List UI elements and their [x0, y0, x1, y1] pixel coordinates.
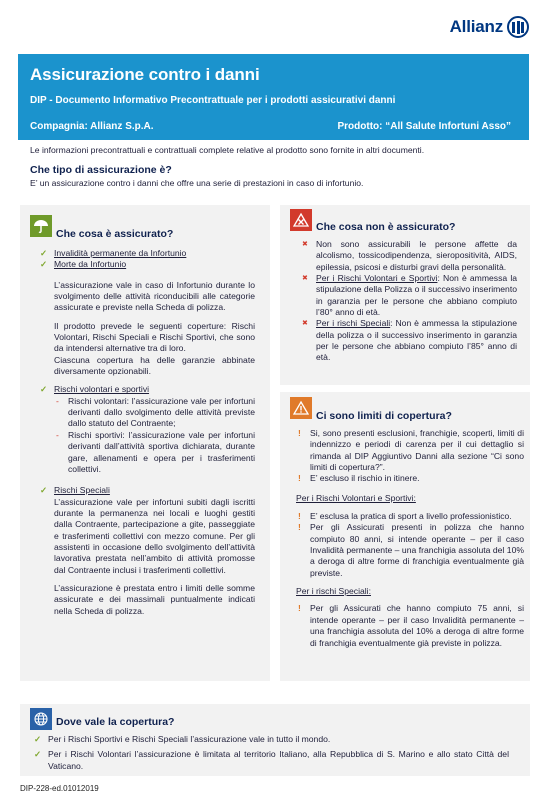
limits-item: ! E’ esclusa la pratica di sport a livello professionistico. [296, 511, 524, 522]
intro-section [30, 145, 530, 190]
cross-icon [290, 209, 312, 231]
limits-item: ! Si, sono presenti esclusioni, franchigie, scoperti, limiti di indennizzo e periodi di carenza per il cui dettaglio si rimanda al DIP Aggiuntivo Danni alla sezione “Ci sono limiti di copertura?”. [296, 428, 524, 473]
header-banner [18, 54, 529, 140]
not-covered-item: ✖ Non sono assicurabili le persone affette da alcolismo, tossicodipendenza, sieropositività, AIDS, epilessia, psicosi e disturbi gravi della personalità. [302, 239, 517, 273]
insurance-type-heading: Che tipo di assicurazione è? [30, 164, 172, 177]
where-box [20, 704, 530, 776]
covered-p2: Il prodotto prevede le seguenti coperture: Rischi Volontari, Rischi Speciali e Rischi Sportivi, che sono da intendersi alternative tra di loro. [54, 320, 255, 354]
warning-icon [290, 397, 312, 419]
covered-p1: L’assicurazione vale in caso di Infortunio durante lo svolgimento delle attività riconducibili alle categorie assicurate e previste nella Scheda di polizza. [54, 279, 255, 313]
special-risks-title: ✓ Rischi Speciali [40, 485, 255, 496]
not-covered-label: Per i rischi Speciali [316, 318, 391, 329]
insurance-type-text: E’ un assicurazione contro i danni che offre una serie di prestazioni in caso di infortunio. [30, 178, 364, 189]
not-covered-title: Che cosa non è assicurato? [316, 221, 456, 233]
brand-name: Allianz [449, 17, 503, 36]
allianz-eagle-icon [507, 16, 529, 38]
product-label: Prodotto: “All Salute Infortuni Asso” [337, 121, 511, 132]
special-risks-heading: Per i rischi Speciali: [296, 586, 371, 597]
not-covered-text: : Non è ammessa la stipulazione della polizza o il successivo inserimento in garanzia per le persone che abbiano compiuto l’85° anno di età. [316, 318, 517, 363]
voluntary-sports-heading: Per i Rischi Volontari e Sportivi: [296, 492, 416, 503]
limits-title: Ci sono limiti di copertura? [316, 410, 452, 422]
page-title: Assicurazione contro i danni [30, 65, 260, 84]
not-covered-box [280, 205, 530, 385]
page-subtitle: DIP - Documento Informativo Precontrattuale per i prodotti assicurativi danni [30, 95, 396, 106]
covered-final: L’assicurazione è prestata entro i limiti delle somme assicurate e dei massimali puntualmente indicati nella Scheda di polizza. [54, 582, 255, 616]
voluntary-risk-item: - Rischi volontari: l’assicurazione vale per infortuni derivanti dallo svolgimento delle attività previste dallo statuto del Contraente; [54, 396, 255, 430]
where-item: ✓ Per i Rischi Sportivi e Rischi Speciali l’assicurazione vale in tutto il mondo. [34, 734, 509, 745]
limits-item: ! Per gli Assicurati presenti in polizza che hanno compiuto 80 anni, si intende operante – per il caso Invalidità permanente – una franchigia assoluta del 10% a deroga di altre forme di franchigia eventualmente già previste. [296, 522, 524, 579]
not-covered-item [302, 318, 517, 363]
umbrella-icon [30, 215, 52, 237]
not-covered-label: Per i Rischi Volontari e Sportivi [316, 273, 438, 284]
allianz-logo [450, 16, 529, 38]
not-covered-text: : Non è ammessa la stipulazione della Polizza o il successivo inserimento in garanzia per le persone che abbiano compiuto l’80° anno di età. [316, 273, 518, 318]
globe-icon [30, 708, 52, 730]
limits-item: ! E’ escluso il rischio in itinere. [296, 473, 524, 484]
limits-box [280, 392, 530, 681]
not-covered-item [302, 273, 517, 318]
document-code: DIP-228-ed.01012019 [20, 784, 99, 793]
limits-item: ! Per gli Assicurati che hanno compiuto 75 anni, si intende operante – per il caso Invalidità permanente – una franchigia assoluta del 10% a deroga di altre forme di franchigia eventualmente già previste in polizza. [296, 603, 524, 648]
company-label: Compagnia: Allianz S.p.A. [30, 121, 154, 132]
voluntary-sports-title: ✓ Rischi volontari e sportivi [40, 384, 255, 395]
covered-item: ✓ Invalidità permanente da Infortunio [40, 248, 255, 259]
covered-item: ✓ Morte da Infortunio [40, 259, 255, 270]
sports-risk-item: - Rischi sportivi: l’assicurazione vale per infortuni derivanti dall’attività sportiva dichiarata, durante gare, allenamenti e opera per i trasferimenti collettivi. [54, 430, 255, 475]
special-risks-text: L’assicurazione vale per infortuni subiti dagli iscritti durante la permanenza nei locali e luoghi gestiti dalla Contraente, partecipazione a gite, passeggiate e trasferimenti collettivi con mezzo comune. Per gli assistenti in occasione dello svolgimento dell’attività lavorativa prestata nell’ambito di attività promosse dal Contraente inclusi i trasferimenti collettivi. [54, 496, 255, 575]
intro-info: Le informazioni precontrattuali e contrattuali complete relative al prodotto sono fornite in altri documenti. [30, 145, 425, 155]
covered-p3: Ciascuna copertura ha delle garanzie abbinate diversamente opzionabili. [54, 354, 255, 377]
covered-box [20, 205, 270, 681]
where-title: Dove vale la copertura? [56, 716, 175, 728]
covered-title: Che cosa è assicurato? [56, 228, 174, 240]
where-item: ✓ Per i Rischi Volontari l’assicurazione è limitata al territorio Italiano, alla Repubblica di S. Marino e allo stato Città del Vaticano. [34, 749, 509, 772]
